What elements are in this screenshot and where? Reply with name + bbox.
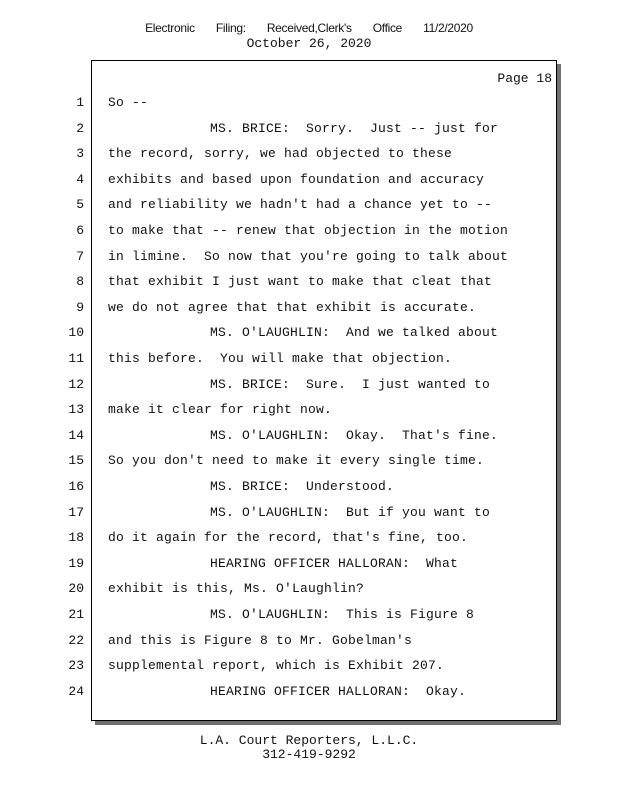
- line-text: MS. BRICE: Sorry. Just -- just for: [210, 120, 499, 136]
- line-number: 13: [68, 402, 84, 418]
- transcript-line: [0, 219, 618, 245]
- transcript-line: [0, 373, 618, 399]
- line-number: 7: [76, 248, 84, 264]
- transcript-line: [0, 475, 618, 501]
- line-text: supplemental report, which is Exhibit 207.: [108, 658, 445, 674]
- transcript-line: [0, 398, 618, 424]
- transcript-line: [0, 552, 618, 578]
- line-number: 3: [76, 146, 84, 162]
- line-text: So --: [108, 95, 149, 110]
- transcript-line: [0, 91, 618, 117]
- line-number: 22: [68, 632, 84, 648]
- line-text: MS. O'LAUGHLIN: Okay. That's fine.: [210, 427, 499, 443]
- transcript-line: [0, 424, 618, 450]
- line-number: 18: [68, 530, 84, 546]
- line-text: we do not agree that that exhibit is accurate.: [108, 299, 477, 315]
- stamp-office: Office: [372, 21, 403, 35]
- transcript-date: October 26, 2020: [246, 36, 372, 51]
- transcript-line: [0, 142, 618, 168]
- footer-company: L.A. Court Reporters, L.L.C.: [199, 733, 419, 748]
- stamp-received: Received,Clerk's: [266, 21, 352, 35]
- transcript-line: [0, 117, 618, 143]
- line-text: and reliability we hadn't had a chance yet to --: [108, 197, 493, 213]
- efiling-stamp: [0, 21, 618, 35]
- line-number: 23: [68, 658, 84, 674]
- line-text: to make that -- renew that objection in the motion: [108, 223, 509, 238]
- line-number: 19: [68, 555, 84, 571]
- line-text: exhibit is this, Ms. O'Laughlin?: [108, 581, 365, 597]
- line-text: MS. O'LAUGHLIN: This is Figure 8: [210, 607, 475, 622]
- line-text: do it again for the record, that's fine, too.: [108, 530, 469, 546]
- transcript-line: [0, 654, 618, 680]
- line-text: exhibits and based upon foundation and accuracy: [108, 171, 485, 187]
- line-number: 9: [76, 299, 84, 315]
- transcript-line: [0, 629, 618, 655]
- transcript-line: [0, 577, 618, 603]
- line-text: HEARING OFFICER HALLORAN: Okay.: [210, 683, 467, 699]
- transcript-line: [0, 245, 618, 271]
- transcript-line: [0, 193, 618, 219]
- line-number: 16: [68, 479, 84, 494]
- stamp-filing: Filing:: [215, 21, 246, 35]
- line-number: 14: [68, 427, 84, 443]
- line-number: 17: [68, 504, 84, 520]
- transcript-line: [0, 680, 618, 706]
- line-text: MS. O'LAUGHLIN: And we talked about: [210, 325, 499, 341]
- line-number: 6: [76, 223, 84, 238]
- line-text: this before. You will make that objection.: [108, 351, 453, 366]
- line-number: 10: [68, 325, 84, 341]
- line-number: 21: [68, 607, 84, 622]
- line-number: 11: [68, 351, 84, 366]
- stamp-electronic: Electronic: [145, 21, 195, 35]
- line-text: that exhibit I just want to make that cleat that: [108, 274, 493, 290]
- line-number: 15: [68, 453, 84, 469]
- footer-phone: 312-419-9292: [262, 747, 356, 762]
- transcript-line: [0, 321, 618, 347]
- line-number: 4: [76, 171, 84, 187]
- transcript-line: [0, 296, 618, 322]
- line-number: 8: [76, 274, 84, 290]
- stamp-date: 11/2/2020: [423, 21, 473, 35]
- line-number: 20: [68, 581, 84, 597]
- line-text: So you don't need to make it every single time.: [108, 453, 485, 469]
- transcript-line: [0, 501, 618, 527]
- line-text: and this is Figure 8 to Mr. Gobelman's: [108, 632, 413, 648]
- transcript-line: [0, 270, 618, 296]
- line-text: HEARING OFFICER HALLORAN: What: [210, 555, 459, 571]
- transcript-line: [0, 526, 618, 552]
- line-number: 24: [68, 683, 84, 699]
- transcript-line: [0, 449, 618, 475]
- line-number: 1: [76, 95, 84, 110]
- page-number: Page 18: [497, 71, 552, 86]
- line-text: MS. BRICE: Understood.: [210, 479, 395, 494]
- line-number: 2: [76, 120, 84, 136]
- transcript-line: [0, 603, 618, 629]
- transcript-line: [0, 347, 618, 373]
- line-text: in limine. So now that you're going to talk about: [108, 248, 509, 264]
- line-number: 12: [68, 376, 84, 392]
- line-text: make it clear for right now.: [108, 402, 333, 418]
- line-text: the record, sorry, we had objected to these: [108, 146, 453, 162]
- transcript-line: [0, 168, 618, 194]
- line-text: MS. O'LAUGHLIN: But if you want to: [210, 504, 491, 520]
- line-number: 5: [76, 197, 84, 213]
- line-text: MS. BRICE: Sure. I just wanted to: [210, 376, 491, 392]
